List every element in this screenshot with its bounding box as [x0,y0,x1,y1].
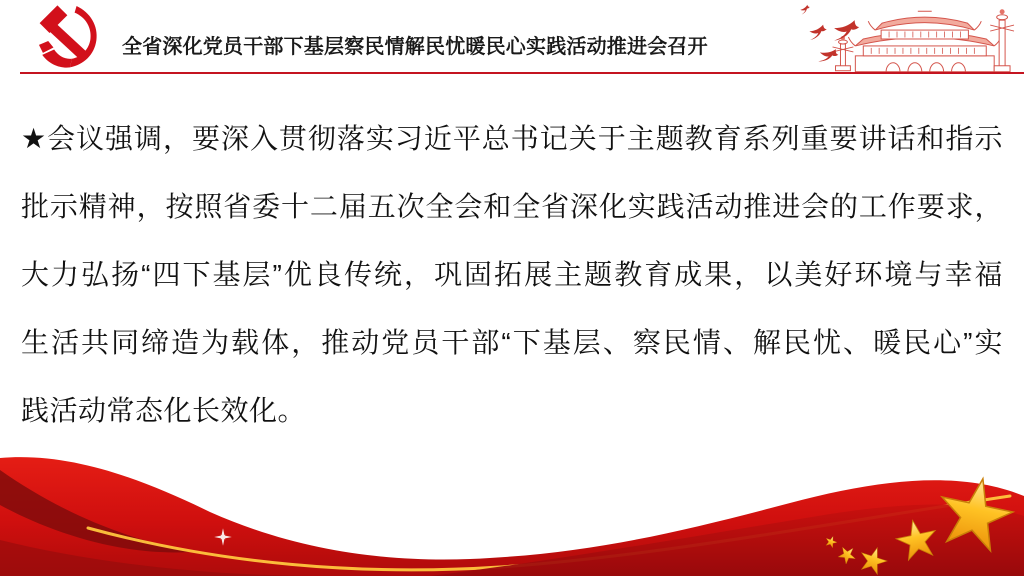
body-line: 践活动常态化长效化。 [21,395,307,426]
doves-icon [800,4,860,64]
tiananmen-icon [833,9,1014,71]
header-divider [20,72,1024,74]
slide-body [21,105,1003,445]
ribbon-graphic [0,436,1024,576]
slide-title: 全省深化党员干部下基层察民情解民忧暖民心实践活动推进会召开 [122,36,708,58]
body-line: 生活共同缔造为载体，推动党员干部“下基层、察民情、解民忧、暖民心”实 [21,327,1003,358]
party-emblem-icon [28,4,108,70]
body-line: 大力弘扬“四下基层”优良传统，巩固拓展主题教育成果，以美好环境与幸福 [21,259,1003,290]
ribbon-front-band [430,504,1024,576]
body-line: 批示精神，按照省委十二届五次全会和全省深化实践活动推进会的工作要求， [21,191,1003,222]
tiananmen-doves-illustration [778,2,1016,74]
body-line: ★会议强调，要深入贯彻落实习近平总书记关于主题教育系列重要讲话和指示 [21,123,1003,154]
